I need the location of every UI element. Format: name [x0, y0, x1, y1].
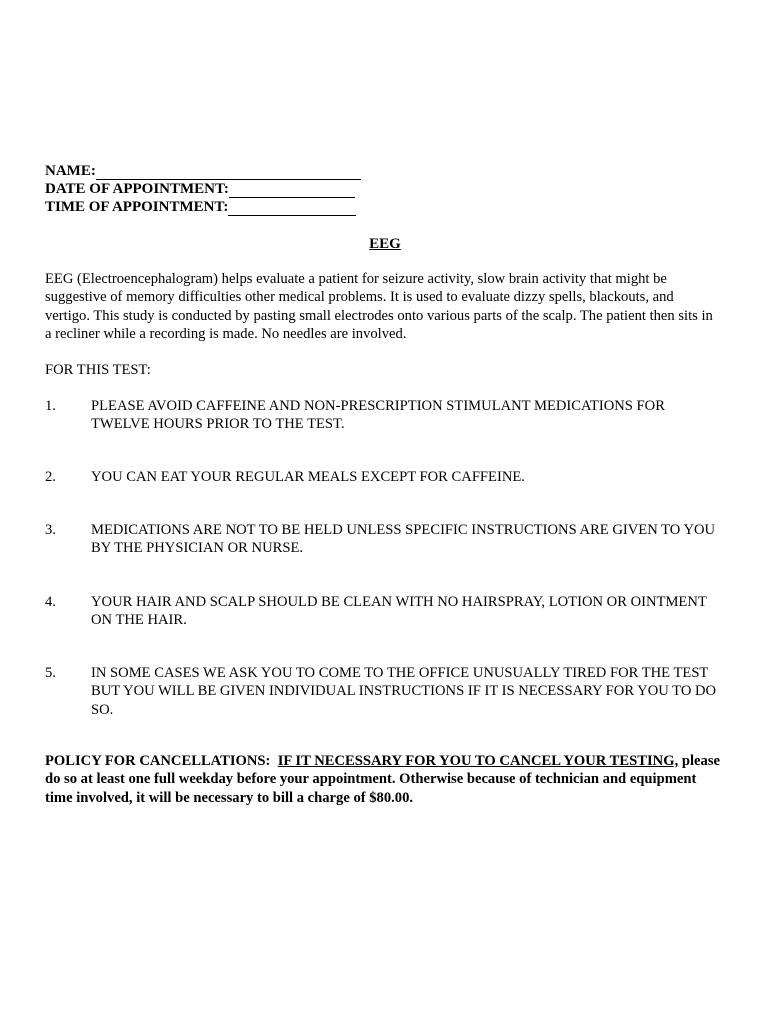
list-item-number: 4. [45, 594, 56, 610]
name-field-row [45, 162, 385, 180]
list-item-text: YOUR HAIR AND SCALP SHOULD BE CLEAN WITH NO HAIRSPRAY, LOTION OR OINTMENT ON THE HAIR. [91, 594, 707, 629]
list-item-number: 3. [45, 522, 56, 538]
date-blank-line[interactable] [229, 183, 355, 198]
policy-label: POLICY FOR CANCELLATIONS: [45, 753, 271, 769]
date-field-row [45, 180, 385, 198]
for-this-test-heading: FOR THIS TEST: [45, 362, 151, 378]
time-field-row [45, 198, 385, 216]
date-of-appointment-label: DATE OF APPOINTMENT: [45, 181, 229, 197]
name-blank-line[interactable] [96, 165, 361, 180]
list-item-text: PLEASE AVOID CAFFEINE AND NON-PRESCRIPTION STIMULANT MEDICATIONS FOR TWELVE HOURS PRIOR TO THE TEST. [91, 398, 665, 433]
appointment-fields [45, 162, 385, 216]
list-item-text: MEDICATIONS ARE NOT TO BE HELD UNLESS SPECIFIC INSTRUCTIONS ARE GIVEN TO YOU BY THE PHYSICIAN OR NURSE. [91, 522, 716, 557]
list-item-text: IN SOME CASES WE ASK YOU TO COME TO THE OFFICE UNUSUALLY TIRED FOR THE TEST BUT YOU WILL BE GIVEN INDIVIDUAL INSTRUCTIONS IF IT IS NECESSARY FOR YOU TO DO SO. [91, 665, 717, 718]
policy-emphasis: IF IT NECESSARY FOR YOU TO CANCEL YOUR TESTING, [277, 753, 679, 769]
list-item-number: 2. [45, 469, 56, 485]
list-item-number: 5. [45, 665, 56, 681]
list-item-number: 1. [45, 398, 56, 414]
intro-paragraph: EEG (Electroencephalogram) helps evaluate a patient for seizure activity, slow brain activity that might be suggestive of memory difficulties other medical problems. It is used to evaluate dizzy spells, blackouts, and vertigo. This study is conducted by pasting small electrodes onto various parts of the scalp. The patient then sits in a recliner while a recording is made. No needles are involved. [45, 271, 713, 343]
policy-text: please do so at least one full weekday before your appointment. Otherwise because of technician and equipment time involved, it will be necessary to bill a charge of $80.00. [45, 753, 720, 806]
name-label: NAME: [45, 163, 96, 179]
time-blank-line[interactable] [228, 201, 356, 216]
document-title [0, 235, 770, 253]
list-item-text: YOU CAN EAT YOUR REGULAR MEALS EXCEPT FOR CAFFEINE. [91, 469, 525, 485]
cancellation-policy [45, 752, 725, 807]
time-of-appointment-label: TIME OF APPOINTMENT: [45, 199, 229, 215]
title-text: EEG [369, 236, 401, 252]
